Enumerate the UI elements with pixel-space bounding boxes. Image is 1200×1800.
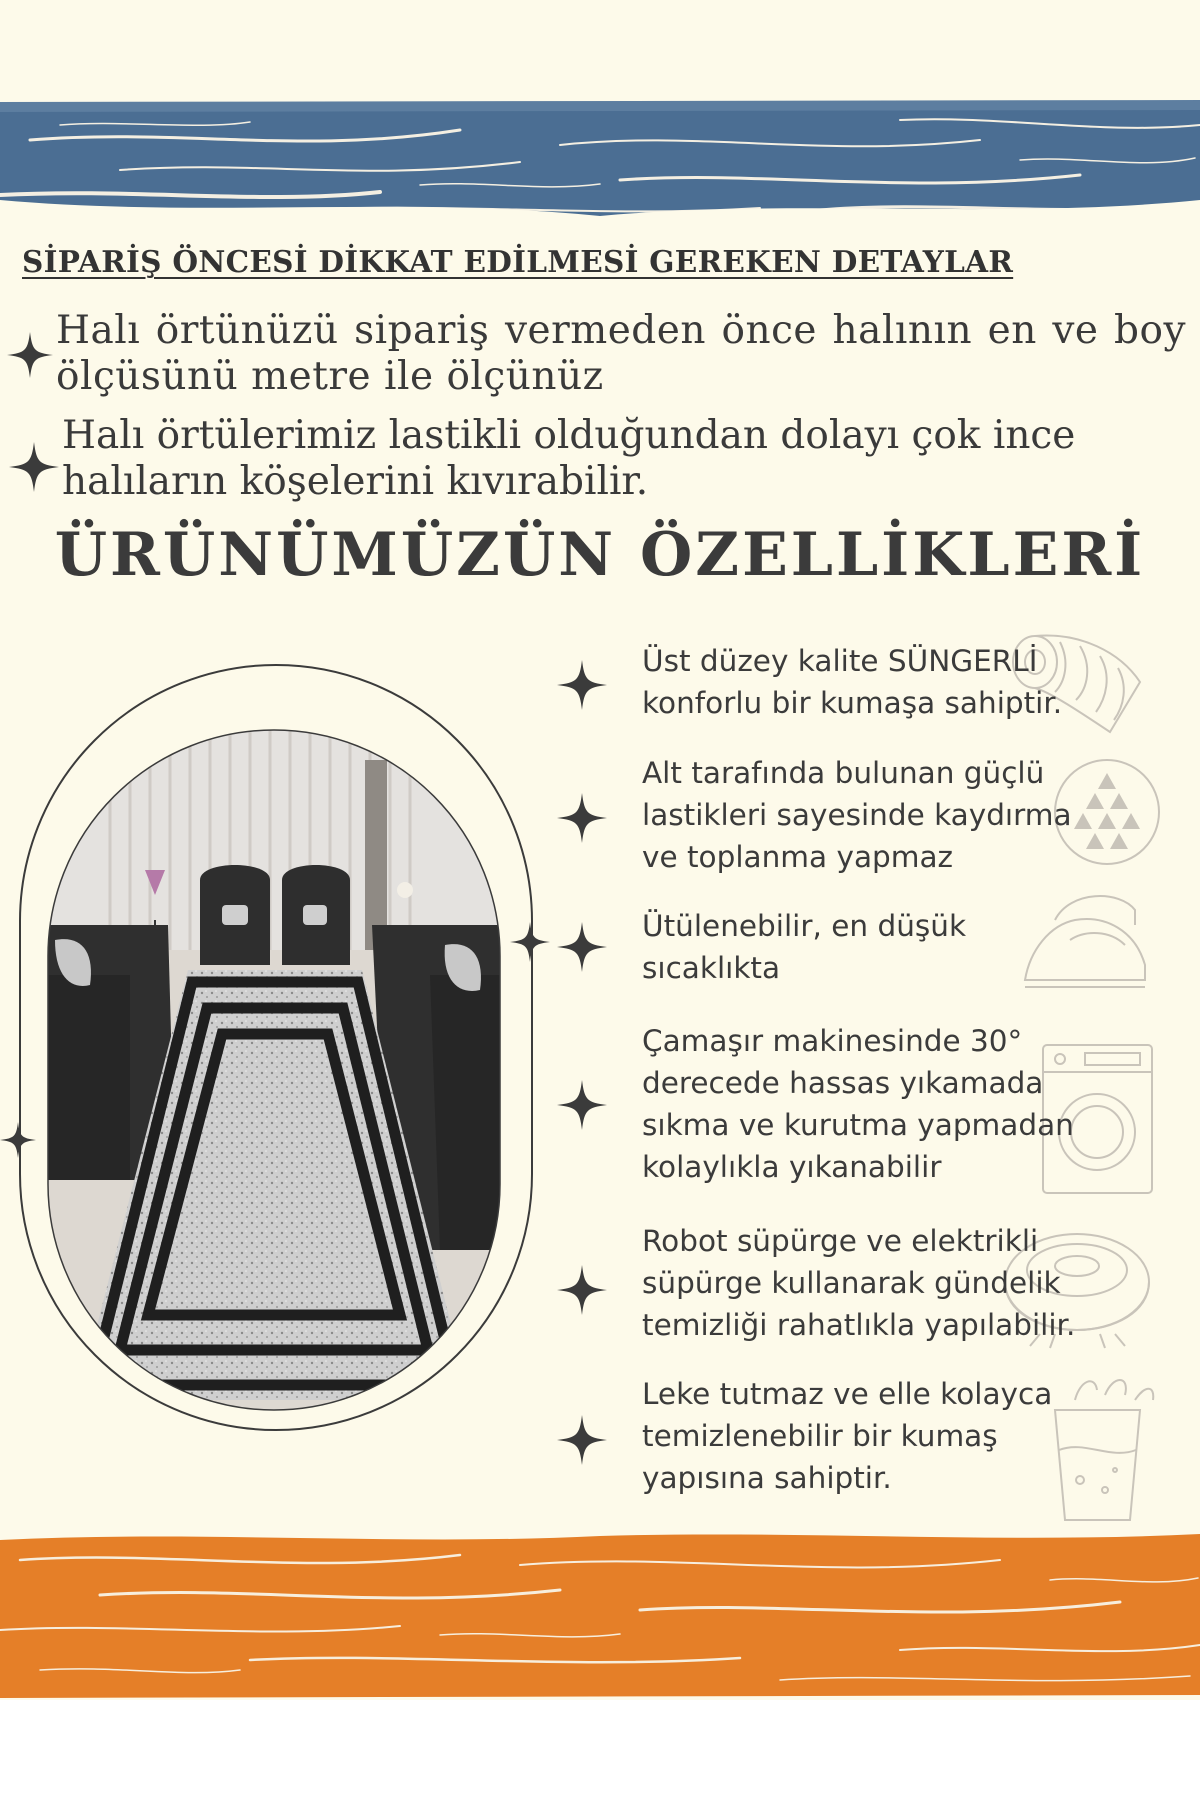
notice-item-measure: Halı örtünüzü sipariş vermeden önce halının en ve boy ölçüsünü metre ile ölçünüz	[56, 308, 1186, 399]
features-title: ÜRÜNÜMÜZÜN ÖZELLİKLERİ	[54, 520, 1146, 590]
feature-ironable: Ütülenebilir, en düşük sıcaklıkta	[642, 909, 967, 985]
sparkle-icon	[510, 920, 550, 964]
sparkle-icon	[0, 1122, 36, 1158]
sparkle-icon	[557, 1080, 607, 1130]
feature-vacuum-cleanable: Robot süpürge ve elektrikli süpürge kullanarak gündelik temizliği rahatlıkla yapılabilir.	[642, 1224, 1076, 1342]
bottom-margin	[0, 1700, 1200, 1800]
sparkle-icon	[557, 660, 607, 710]
sparkle-icon	[557, 793, 607, 843]
feature-sponge-fabric: Üst düzey kalite SÜNGERLİ konforlu bir kumaşa sahiptir.	[642, 644, 1063, 720]
feature-non-slip-elastic: Alt tarafında bulunan güçlü lastikleri sayesinde kaydırma ve toplanma yapmaz	[642, 756, 1072, 874]
living-room-photo	[48, 730, 500, 1410]
notice-title: SİPARİŞ ÖNCESİ DİKKAT EDİLMESİ GEREKEN DETAYLAR	[22, 244, 1014, 279]
feature-machine-washable: Çamaşır makinesinde 30° derecede hassas yıkamada sıkma ve kurutma yapmadan kolaylıkla yıkanabilir	[642, 1024, 1074, 1184]
notice-item-corners: Halı örtülerimiz lastikli olduğundan dolayı çok ince halıların köşelerini kıvırabilir.	[62, 413, 1076, 504]
iron-icon	[1015, 885, 1155, 995]
feature-stain-resistant: Leke tutmaz ve elle kolayca temizlenebilir bir kumaş yapısına sahiptir.	[642, 1377, 1053, 1495]
sparkle-icon	[557, 1415, 607, 1465]
sparkle-icon	[557, 922, 607, 972]
orange-brush-stroke	[0, 1530, 1200, 1700]
sparkle-icon	[557, 1265, 607, 1315]
